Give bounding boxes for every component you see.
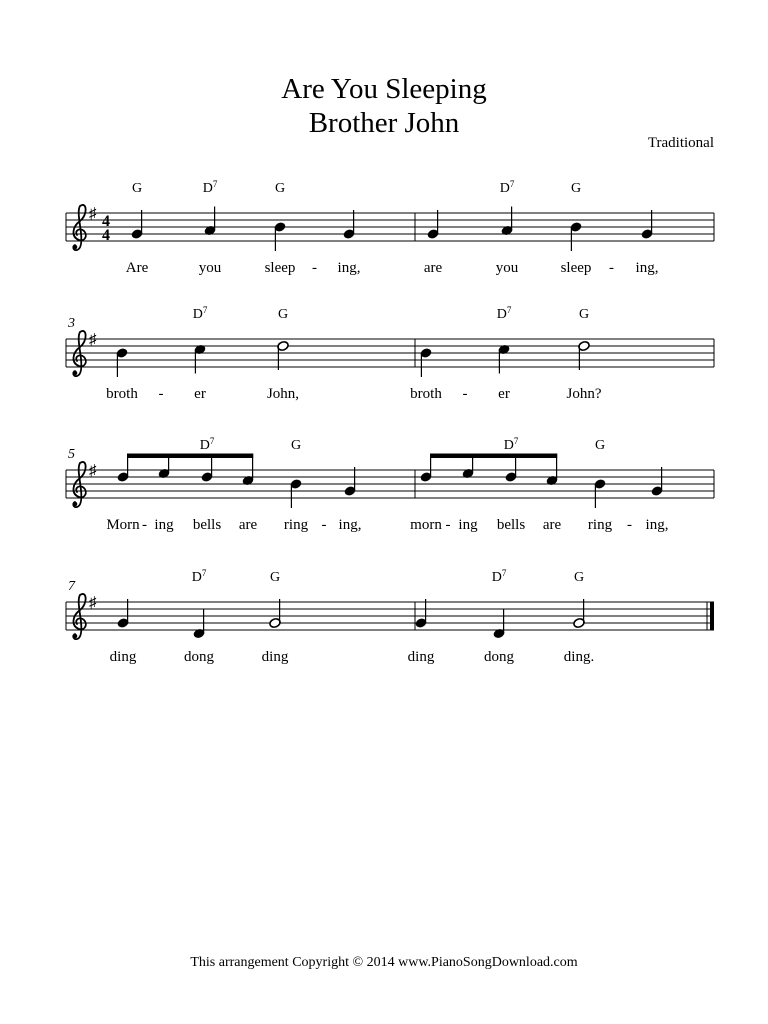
note [498, 344, 511, 374]
lyric-syllable: ding [261, 649, 289, 665]
measure-number: 3 [68, 316, 75, 331]
chord-symbol: $D^7$ [192, 305, 208, 322]
key-signature-sharp: ♯ [89, 595, 97, 611]
title-line-2: Brother John [308, 107, 460, 139]
lyric-syllable: are [423, 260, 443, 276]
lyric-syllable: are [238, 517, 258, 533]
composer: Traditional [647, 135, 714, 151]
lyric-syllable: you [495, 260, 519, 276]
note [570, 221, 583, 251]
note [343, 210, 356, 240]
lyric-hyphen: - [158, 386, 164, 402]
lyric-syllable: ring [283, 517, 309, 533]
lyric-syllable: er [498, 386, 510, 402]
staff-system [66, 179, 714, 276]
key-signature-sharp: ♯ [89, 463, 97, 479]
treble-clef-icon [73, 462, 86, 507]
lyric-syllable: John, [266, 386, 300, 402]
note [651, 467, 664, 497]
chord-symbol: G [131, 181, 143, 196]
lyric-hyphen: - [321, 517, 327, 533]
lyric-syllable: ding. [563, 649, 595, 665]
lyric-syllable: bells [192, 517, 222, 533]
lyric-syllable: ing, [338, 517, 362, 533]
lyric-syllable: er [194, 386, 206, 402]
note [573, 599, 586, 629]
note [427, 210, 440, 240]
time-signature-bottom: 4 [102, 227, 110, 244]
beam [127, 454, 253, 459]
key-signature-sharp: ♯ [89, 332, 97, 348]
lyric-syllable: Morn [106, 517, 140, 533]
lyric-syllable: dong [184, 649, 214, 665]
note [420, 347, 433, 377]
note [204, 207, 217, 237]
lyric-hyphen: - [312, 260, 317, 276]
staff-system [66, 436, 714, 533]
copyright-notice: This arrangement Copyright © 2014 www.PianoSongDownload.com [190, 955, 578, 970]
treble-clef-icon [73, 331, 86, 376]
note [501, 207, 514, 237]
lyric-hyphen: - [142, 517, 147, 533]
chord-symbol: $D^7$ [191, 568, 207, 585]
note [415, 599, 428, 629]
lyric-hyphen: - [627, 517, 632, 533]
note [277, 340, 290, 370]
chord-symbol: G [573, 570, 585, 585]
lyric-syllable: dong [484, 649, 514, 665]
chord-symbol: G [290, 438, 302, 453]
lyric-syllable: ing, [645, 517, 669, 533]
lyric-syllable: broth [106, 386, 138, 402]
chord-symbol: G [269, 570, 281, 585]
staff-system [66, 305, 714, 402]
lyric-syllable: ing [154, 517, 174, 533]
note [578, 340, 591, 370]
chord-symbol: G [274, 181, 286, 196]
lyric-syllable: bells [496, 517, 526, 533]
note [594, 478, 607, 508]
lyric-syllable: morn [410, 517, 442, 533]
note [269, 599, 282, 629]
note [116, 347, 129, 377]
note [641, 210, 654, 240]
chord-symbol: $D^7$ [491, 568, 507, 585]
lyric-syllable: John? [566, 386, 602, 402]
note [117, 599, 130, 629]
note [131, 210, 144, 240]
measure-number: 7 [68, 579, 75, 594]
lyric-syllable: ding [407, 649, 435, 665]
lyric-syllable: broth [410, 386, 442, 402]
lyric-hyphen: - [462, 386, 468, 402]
note [274, 221, 287, 251]
chord-symbol: G [594, 438, 606, 453]
chord-symbol: G [277, 307, 289, 322]
lyric-syllable: Are [125, 260, 149, 276]
lyric-hyphen: - [445, 517, 451, 533]
staff-system [66, 568, 714, 665]
note [493, 610, 506, 640]
chord-symbol: G [570, 181, 582, 196]
treble-clef-icon [73, 594, 86, 639]
time-signature-top: 4 [102, 213, 110, 230]
note [290, 478, 303, 508]
chord-symbol: $D^7$ [503, 436, 519, 453]
chord-symbol: $D^7$ [202, 179, 218, 196]
lyric-syllable: ding [109, 649, 137, 665]
title-line-1: Are You Sleeping [281, 73, 487, 105]
treble-clef-icon [73, 205, 86, 250]
lyric-syllable: sleep [560, 260, 592, 276]
lyric-syllable: sleep [264, 260, 296, 276]
note [194, 344, 207, 374]
lyric-syllable: ing [458, 517, 478, 533]
note [193, 610, 206, 640]
lyric-syllable: are [542, 517, 562, 533]
lyric-syllable: ing, [337, 260, 361, 276]
lyric-syllable: you [198, 260, 222, 276]
chord-symbol: $D^7$ [199, 436, 215, 453]
lyric-syllable: ring [587, 517, 613, 533]
note [344, 467, 357, 497]
beam [430, 454, 557, 459]
key-signature-sharp: ♯ [89, 206, 97, 222]
chord-symbol: $D^7$ [499, 179, 515, 196]
measure-number: 5 [68, 447, 75, 462]
chord-symbol: $D^7$ [496, 305, 512, 322]
lyric-syllable: ing, [635, 260, 659, 276]
lyric-hyphen: - [609, 260, 614, 276]
final-barline-thick [710, 602, 714, 630]
chord-symbol: G [578, 307, 590, 322]
